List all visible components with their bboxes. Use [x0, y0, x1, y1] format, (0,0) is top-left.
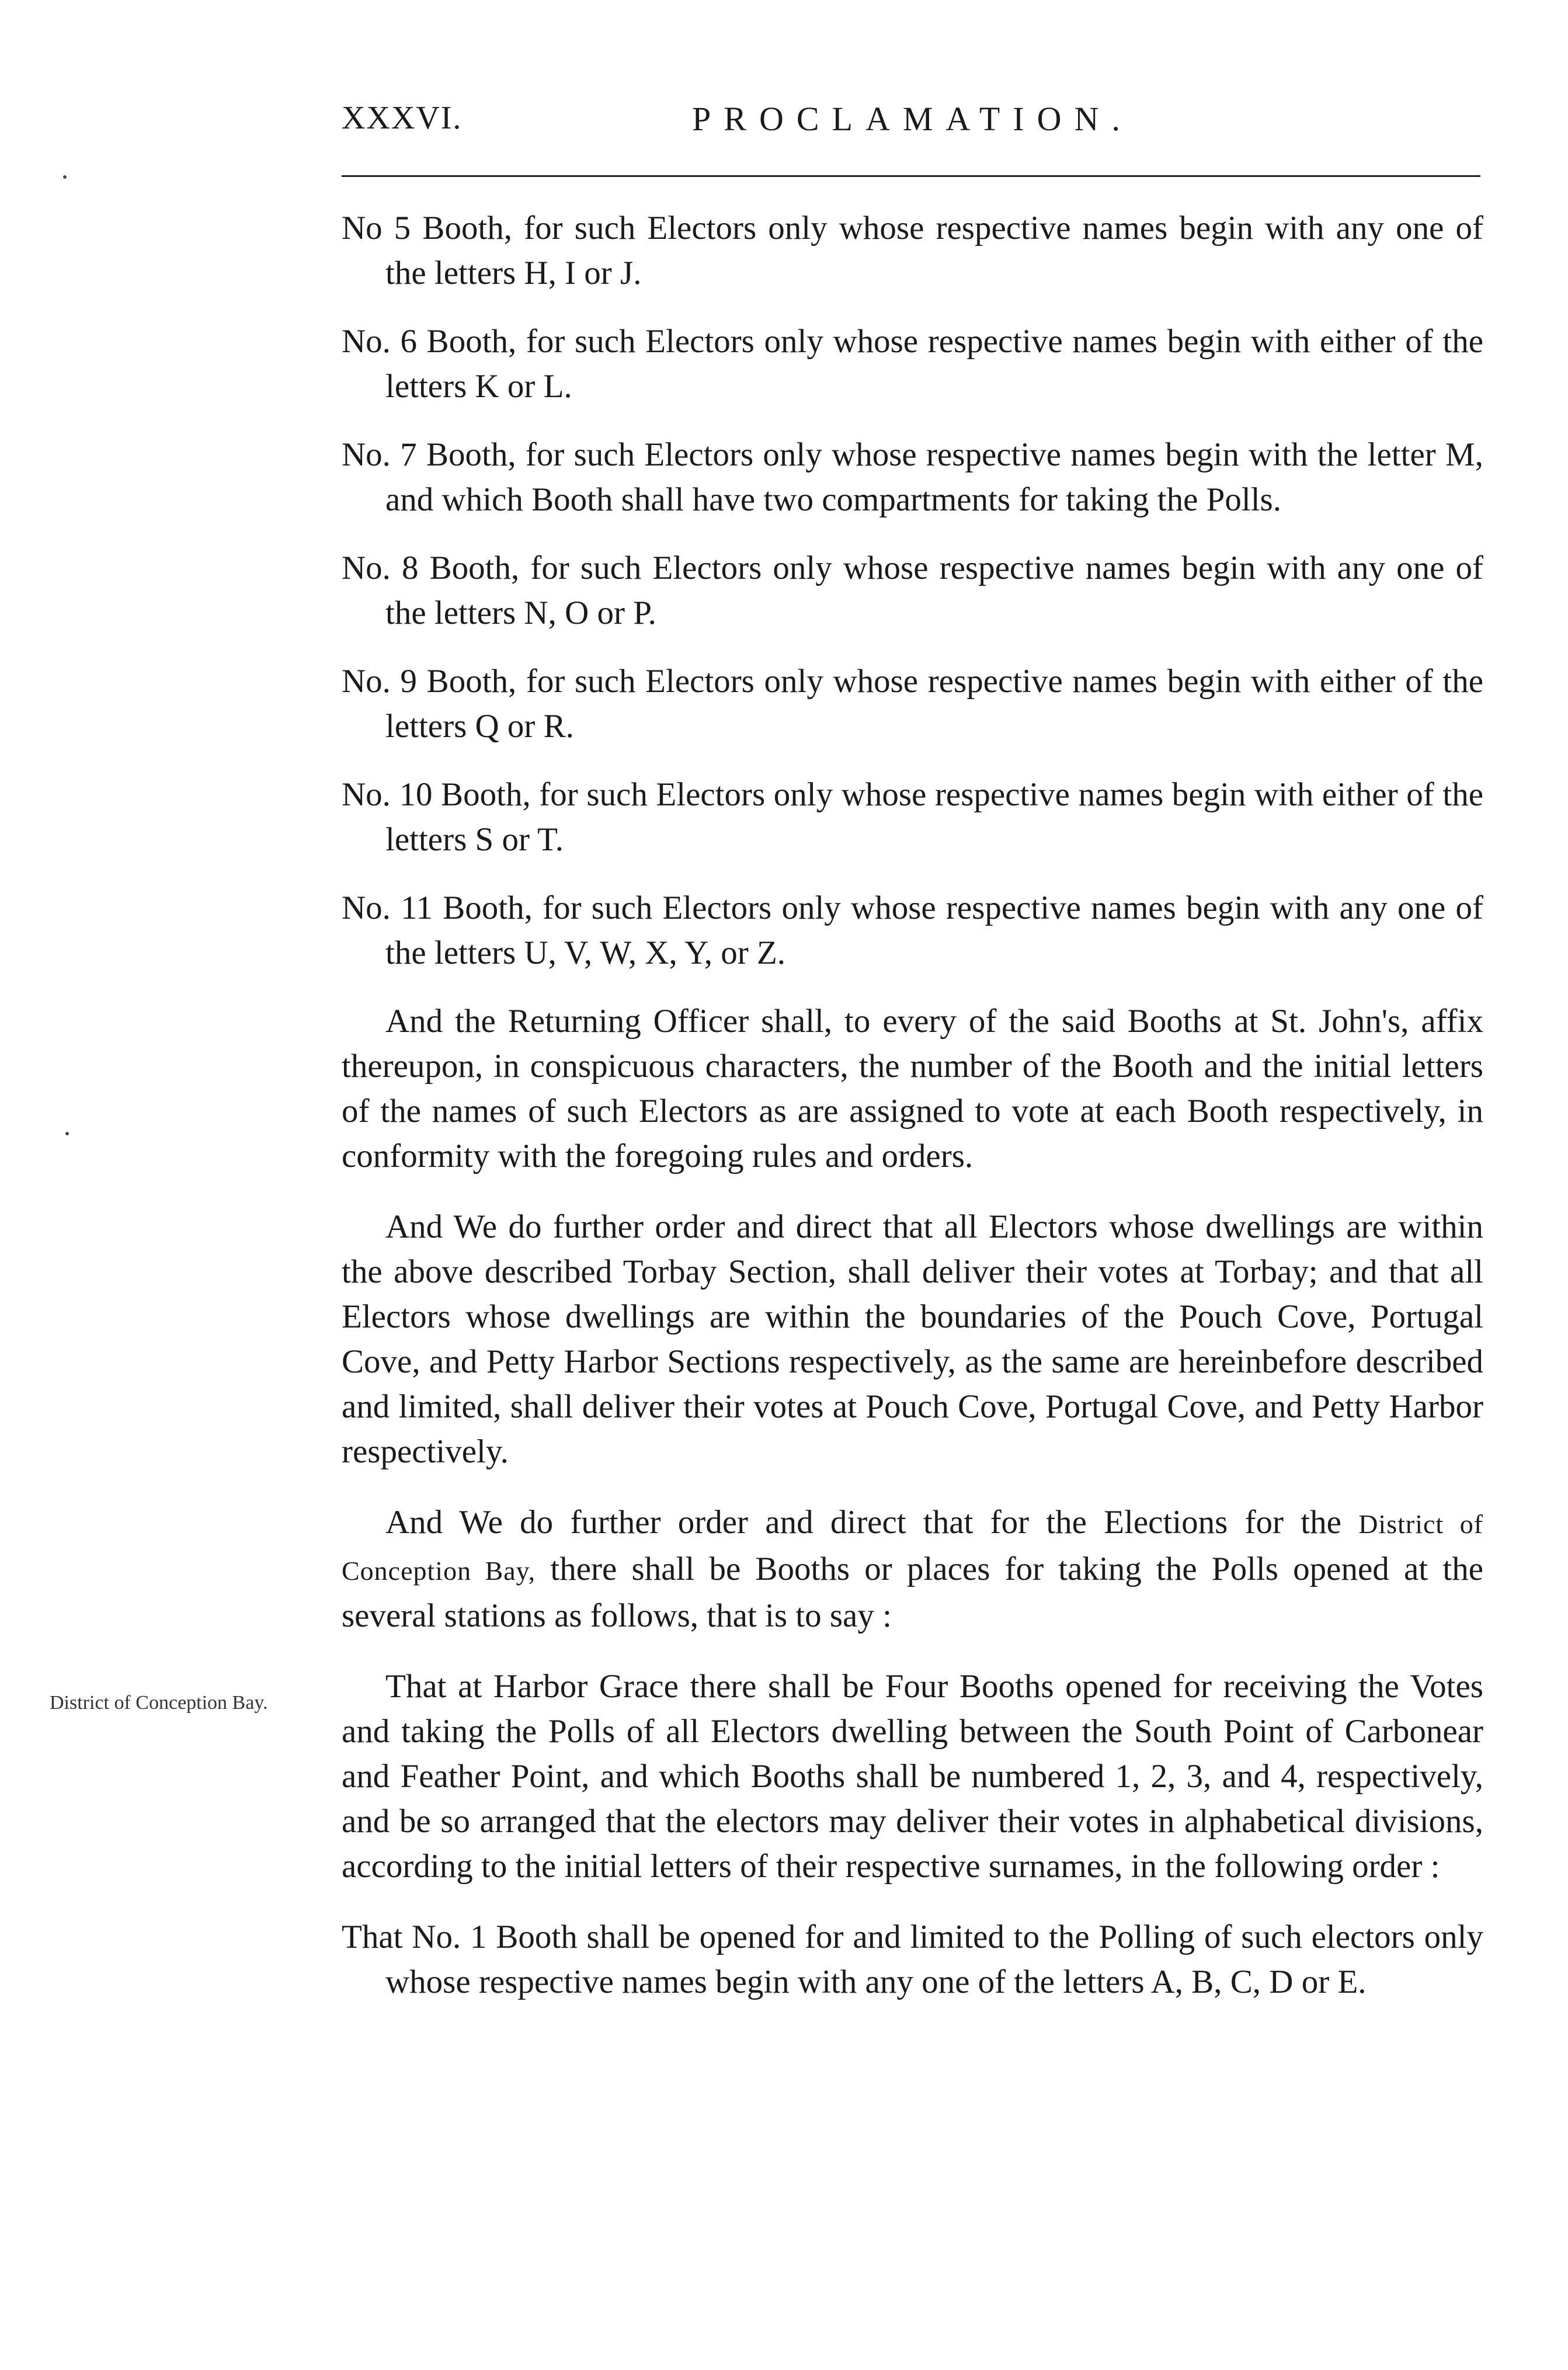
print-speck	[63, 175, 67, 179]
torbay-paragraph: And We do further order and direct that all Electors whose dwellings are within the above described Torbay Section, shall deliver their votes at Torbay; and that all Electors whose dwellings are within the boundaries of the Pouch Cove, Portugal Cove, and Petty Harbor Sections respectively, as the same are hereinbefore described and limited, shall deliver their votes at Pouch Cove, Portugal Cove, and Petty Harbor respectively.	[342, 1208, 1483, 1470]
booth-entry-7: No. 7 Booth, for such Electors only whose respective names begin with the letter M, and which Booth shall have two compartments for taking the Polls.	[342, 436, 1483, 518]
booth-entry-8: No. 8 Booth, for such Electors only whose respective names begin with any one of the letters N, O or P.	[342, 550, 1483, 631]
booth-entry-10: No. 10 Booth, for such Electors only whose respective names begin with either of the letters S or T.	[342, 776, 1483, 858]
conception-lead-text: And We do further order and direct that for the Elections for the	[385, 1504, 1341, 1541]
page-title: PROCLAMATION.	[692, 100, 1133, 138]
booth-entry-9: No. 9 Booth, for such Electors only whose respective names begin with either of the letters Q or R.	[342, 663, 1483, 745]
booth-entry-6: No. 6 Booth, for such Electors only whose respective names begin with either of the letters K or L.	[342, 323, 1483, 405]
harbor-grace-paragraph: That at Harbor Grace there shall be Four Booths opened for receiving the Votes and taking the Polls of all Electors dwelling between the South Point of Carbonear and Feather Point, and which Booths shall be numbered 1, 2, 3, and 4, respectively, and be so arranged that the electors may deliver their votes in alphabetical divisions, according to the initial letters of their respective surnames, in the following order :	[342, 1668, 1483, 1885]
district-name: District of Conception Bay,	[342, 1509, 1484, 1586]
booth-one-entry: That No. 1 Booth shall be opened for and limited to the Polling of such electors only whose respective names begin with any one of the letters A, B, C, D or E.	[342, 1919, 1483, 2000]
booth-entry-5: No 5 Booth, for such Electors only whose respective names begin with any one of the letters H, I or J.	[342, 210, 1483, 291]
returning-officer-paragraph: And the Returning Officer shall, to every of the said Booths at St. John's, affix thereupon, in conspicuous characters, the number of the Booth and the initial letters of the names of such Electors as are assigned to vote at each Booth respectively, in conformity with the foregoing rules and orders.	[342, 1003, 1483, 1174]
margin-note: District of Conception Bay.	[50, 1692, 268, 1714]
conception-bay-paragraph	[342, 1500, 1483, 1638]
conception-rest-text: there shall be Booths or places for taking the Polls opened at the several stations as follows, that is to say :	[342, 1551, 1483, 1634]
booth-entry-11: No. 11 Booth, for such Electors only whose respective names begin with any one of the letters U, V, W, X, Y, or Z.	[342, 889, 1483, 971]
header-rule	[342, 175, 1480, 177]
print-speck	[65, 1132, 69, 1135]
page-number: XXXVI.	[342, 100, 463, 136]
running-head	[342, 99, 1480, 152]
body-text	[342, 206, 1483, 2028]
